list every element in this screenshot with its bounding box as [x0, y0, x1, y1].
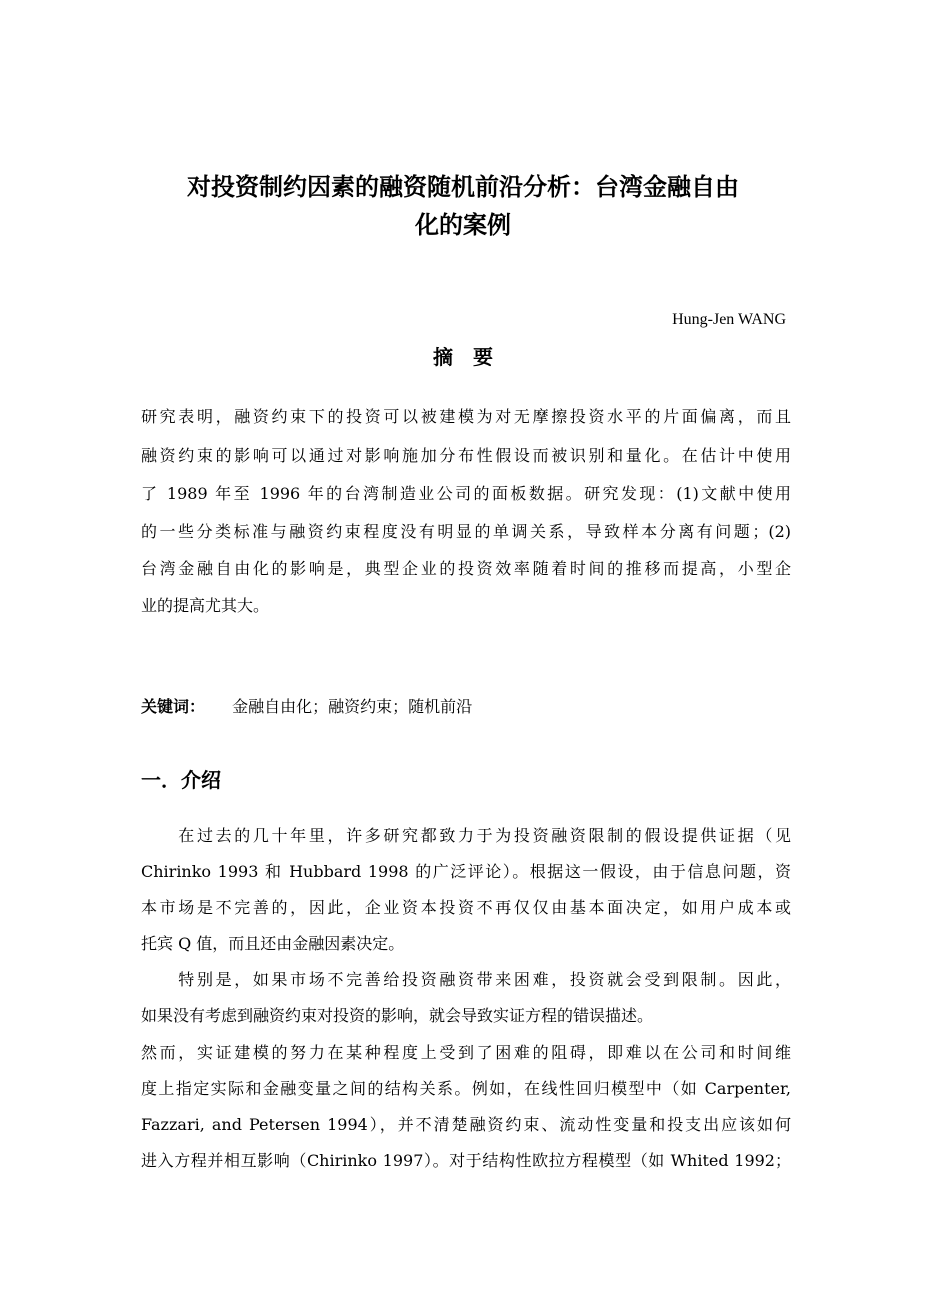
keywords-row [141, 696, 472, 718]
paper-title-line-2: 化的案例 [415, 211, 511, 239]
section-heading-introduction: 一．介绍 [141, 768, 221, 792]
abstract-line: 的一些分类标准与融资约束程度没有明显的单调关系，导致样本分离有问题；(2) [141, 522, 791, 541]
abstract-line: 台湾金融自由化的影响是，典型企业的投资效率随着时间的推移而提高，小型企 [141, 559, 791, 578]
author-name: Hung-Jen WANG [672, 311, 786, 328]
body-line: 进入方程并相互影响（Chirinko 1997）。对于结构性欧拉方程模型（如 Whited 1992； [141, 1151, 791, 1170]
abstract-line: 业的提高尤其大。 [141, 596, 270, 615]
abstract-line: 了 1989 年至 1996 年的台湾制造业公司的面板数据。研究发现：(1)文献中使用 [141, 484, 791, 503]
body-line: Chirinko 1993 和 Hubbard 1998 的广泛评论）。根据这一假设，由于信息问题，资 [141, 862, 791, 881]
body-line: 度上指定实际和金融变量之间的结构关系。例如，在线性回归模型中（如 Carpenter, [141, 1079, 791, 1098]
abstract-line: 融资约束的影响可以通过对影响施加分布性假设而被识别和量化。在估计中使用 [141, 446, 791, 465]
body-line: 然而，实证建模的努力在某种程度上受到了困难的阻碍，即难以在公司和时间维 [141, 1043, 791, 1062]
paper-title [120, 168, 806, 244]
abstract-line: 研究表明，融资约束下的投资可以被建模为对无摩擦投资水平的片面偏离，而且 [141, 407, 791, 426]
abstract-heading: 摘 要 [433, 345, 493, 369]
keywords-value: 金融自由化；融资约束；随机前沿 [232, 697, 473, 716]
body-line: Fazzari, and Petersen 1994），并不清楚融资约束、流动性变量和投支出应该如何 [141, 1115, 791, 1134]
body-line: 本市场是不完善的，因此，企业资本投资不再仅仅由基本面决定，如用户成本或 [141, 898, 791, 917]
body-line: 如果没有考虑到融资约束对投资的影响，就会导致实证方程的错误描述。 [141, 1006, 654, 1025]
body-line: 特别是，如果市场不完善给投资融资带来困难，投资就会受到限制。因此， [141, 970, 791, 989]
body-line: 在过去的几十年里，许多研究都致力于为投资融资限制的假设提供证据（见 [141, 826, 791, 845]
paper-title-line-1: 对投资制约因素的融资随机前沿分析：台湾金融自由 [187, 173, 739, 201]
body-line: 托宾 Q 值，而且还由金融因素决定。 [141, 934, 405, 953]
keywords-label: 关键词： [141, 697, 206, 716]
